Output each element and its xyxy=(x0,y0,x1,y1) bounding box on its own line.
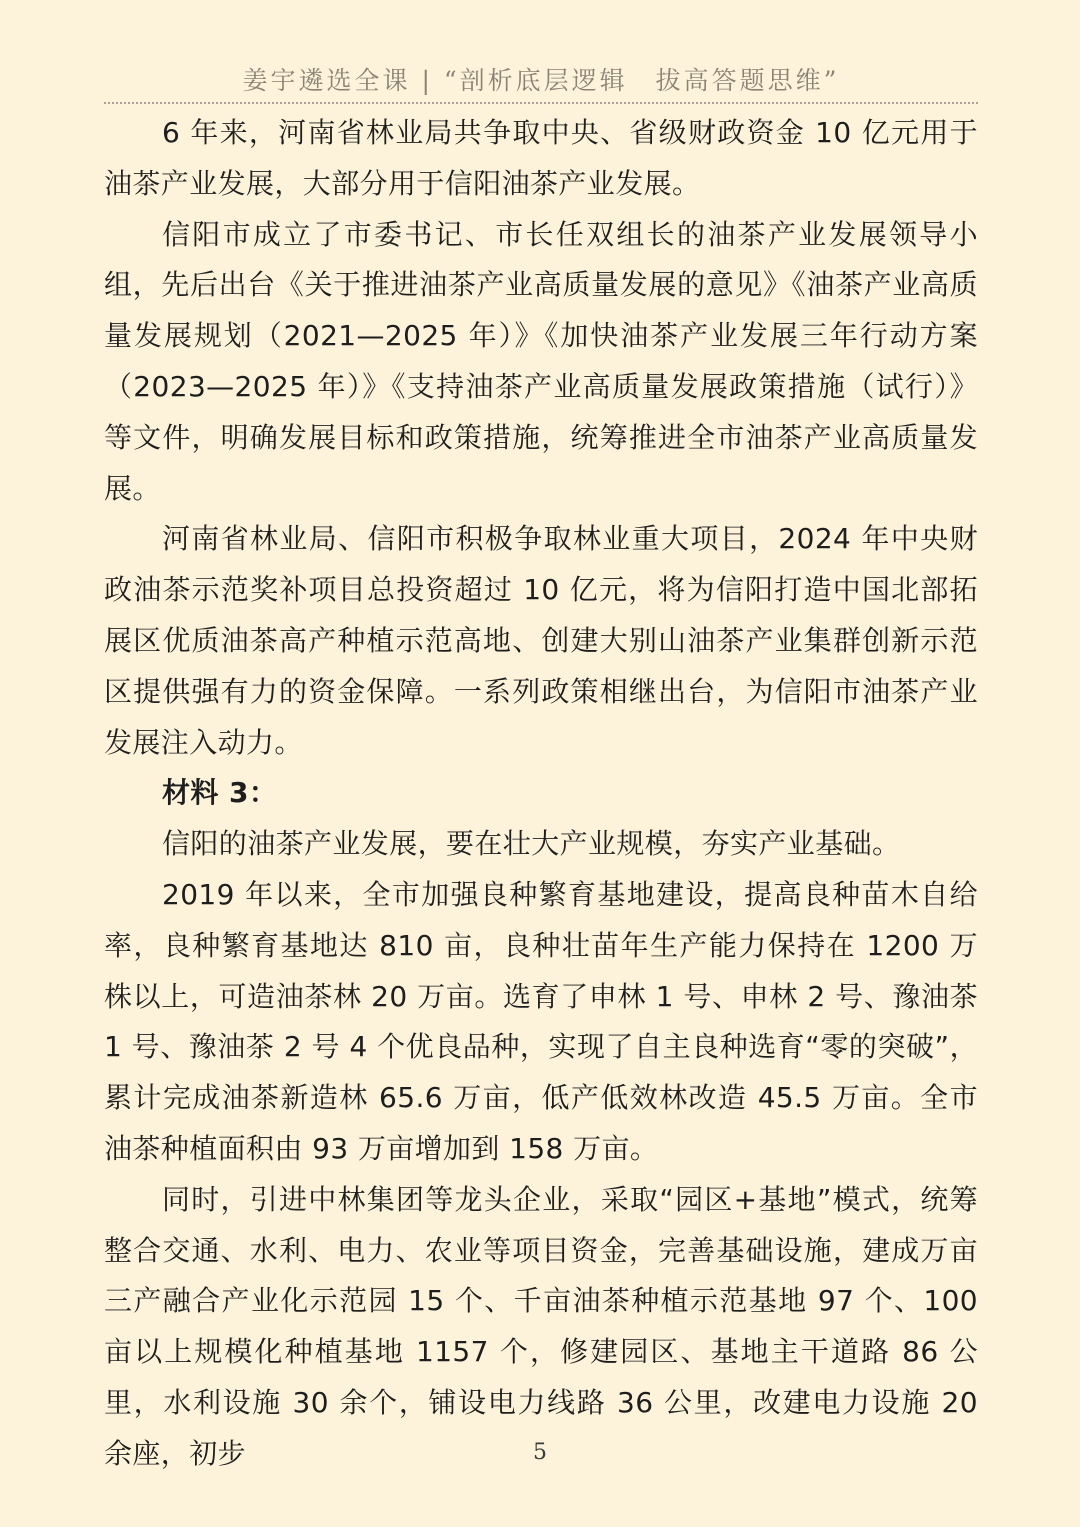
page-number: 5 xyxy=(533,1440,547,1465)
page-header: 姜宇遴选全课 | “剖析底层逻辑 拔高答题思维” xyxy=(104,58,978,104)
paragraph-seedlings: 2019 年以来，全市加强良种繁育基地建设，提高良种苗木自给率，良种繁育基地达 810 亩，良种壮苗年生产能力保持在 1200 万株以上，可造油茶林 20 万亩。选育了申林 1 号、申林 2 号、豫油茶 1 号、豫油茶 2 号 4 个优良品种，实现了自主良种选育“零的突破”，累计完成油茶新造林 65.6 万亩，低产低效林改造 45.5 万亩。全市油茶种植面积由 93 万亩增加到 158 万亩。 xyxy=(104,877,978,1165)
paragraph-infrastructure: 同时，引进中林集团等龙头企业，采取“园区+基地”模式，统筹整合交通、水利、电力、农业等项目资金，完善基础设施，建成万亩三产融合产业化示范园 15 个、千亩油茶种植示范基地 97 个、100 亩以上规模化种植基地 1157 个，修建园区、基地主干道路 86 公里，水利设施 30 余个，铺设电力线路 36 公里，改建电力设施 20 余座，初步 xyxy=(104,1182,978,1470)
paragraph-projects: 河南省林业局、信阳市积极争取林业重大项目，2024 年中央财政油茶示范奖补项目总投资超过 10 亿元，将为信阳打造中国北部拓展区优质油茶高产种植示范高地、创建大别山油茶产业集群创新示范区提供强有力的资金保障。一系列政策相继出台，为信阳市油茶产业发展注入动力。 xyxy=(104,522,978,759)
paragraph-scale: 信阳的油茶产业发展，要在壮大产业规模，夯实产业基础。 xyxy=(162,827,901,861)
paragraph-policy: 信阳市成立了市委书记、市长任双组长的油茶产业发展领导小组，先后出台《关于推进油茶产业高质量发展的意见》《油茶产业高质量发展规划（2021—2025 年）》《加快油茶产业发展三年行动方案（2023—2025 年）》《支持油茶产业高质量发展政策措施（试行）》等文件，明确发展目标和政策措施，统筹推进全市油茶产业高质量发展。 xyxy=(104,217,978,505)
section-title: 材料 3： xyxy=(162,776,278,810)
paragraph-funding: 6 年来，河南省林业局共争取中央、省级财政资金 10 亿元用于油茶产业发展，大部分用于信阳油茶产业发展。 xyxy=(104,116,978,200)
document-body xyxy=(104,108,978,1480)
